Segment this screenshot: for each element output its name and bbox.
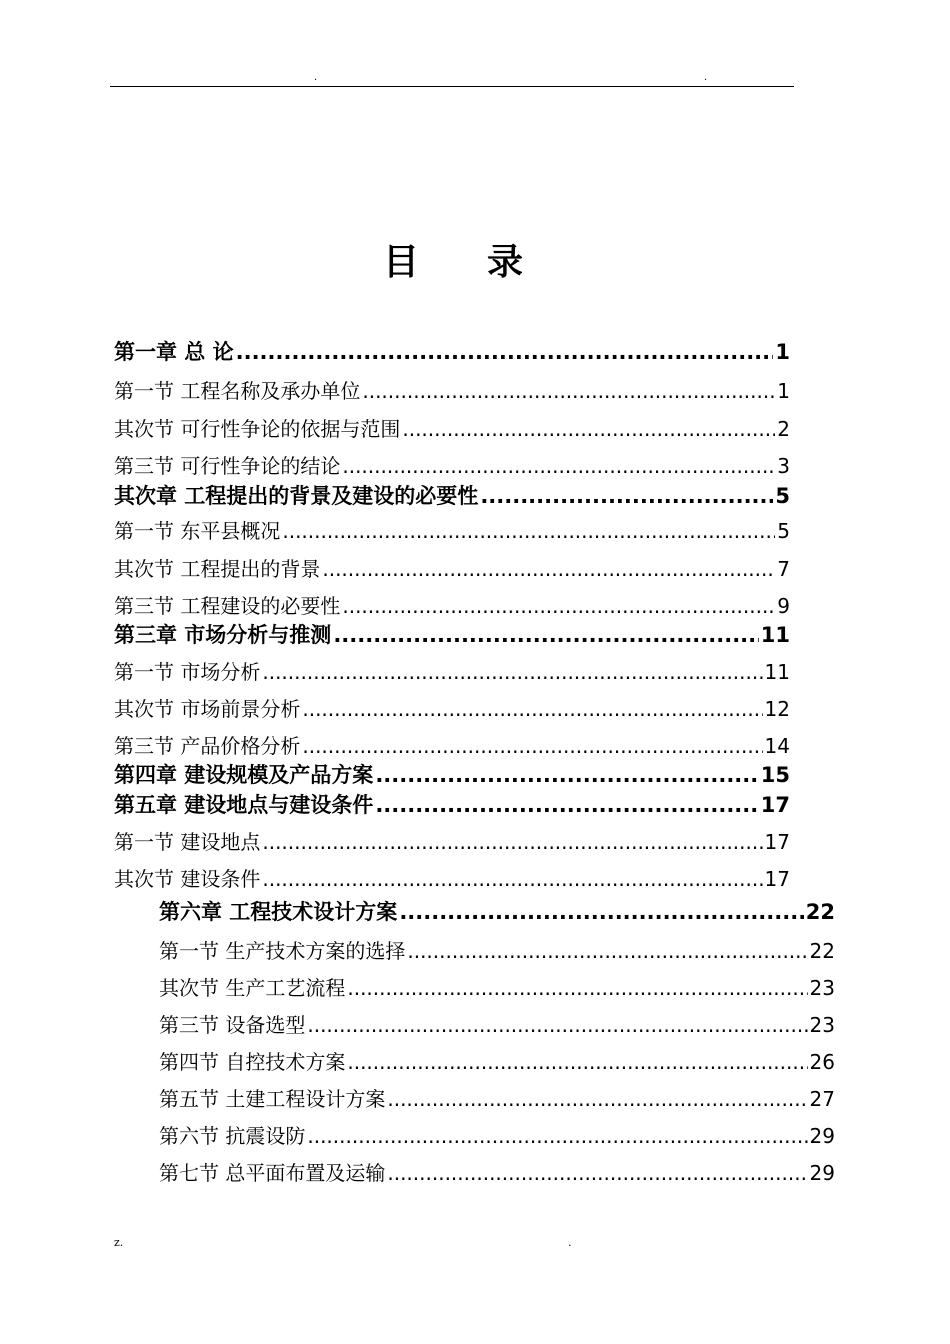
toc-entry-page-number: 27 — [809, 1087, 835, 1111]
toc-chapter-entry[interactable] — [114, 761, 790, 789]
toc-section-entry[interactable] — [114, 864, 790, 894]
toc-entry-page-number: 1 — [777, 379, 790, 403]
footer-left: z. — [114, 1236, 124, 1249]
dot-leader — [322, 554, 775, 584]
toc-entry-label: 第七节 总平面布置及运输 — [159, 1161, 386, 1185]
header-dot-left: . — [314, 72, 318, 83]
toc-section-entry[interactable] — [114, 451, 790, 481]
toc-entry-page-number: 12 — [764, 697, 790, 721]
dot-leader — [402, 414, 775, 444]
toc-entry-label: 第三节 工程建设的必要性 — [114, 594, 341, 618]
toc-entry-page-number: 2 — [777, 417, 790, 441]
dot-leader — [302, 731, 762, 761]
dot-leader — [399, 898, 803, 926]
toc-entry-label: 其次节 生产工艺流程 — [159, 976, 346, 1000]
toc-entry-label: 第一节 市场分析 — [114, 660, 261, 684]
dot-leader — [302, 694, 762, 724]
toc-entry-label: 第六节 抗震设防 — [159, 1124, 306, 1148]
toc-entry-page-number: 3 — [777, 454, 790, 478]
dot-leader — [307, 1121, 807, 1151]
toc-entry-page-number: 11 — [760, 623, 790, 647]
dot-leader — [262, 864, 762, 894]
toc-section-entry[interactable] — [159, 1084, 835, 1114]
toc-entry-page-number: 9 — [777, 594, 790, 618]
dot-leader — [307, 1010, 807, 1040]
toc-entry-label: 第一节 工程名称及承办单位 — [114, 379, 361, 403]
toc-entry-page-number: 15 — [760, 763, 790, 787]
toc-section-entry[interactable] — [159, 1010, 835, 1040]
toc-section-entry[interactable] — [159, 1121, 835, 1151]
toc-entry-page-number: 5 — [775, 484, 790, 508]
header-dot-right: . — [704, 72, 708, 83]
toc-entry-page-number: 1 — [775, 340, 790, 364]
dot-leader — [262, 657, 762, 687]
dot-leader — [387, 1158, 807, 1188]
toc-entry-label: 第一节 建设地点 — [114, 830, 261, 854]
toc-entry-page-number: 29 — [809, 1161, 835, 1185]
toc-entry-label: 第三节 产品价格分析 — [114, 734, 301, 758]
toc-section-entry[interactable] — [114, 414, 790, 444]
toc-entry-page-number: 14 — [764, 734, 790, 758]
toc-section-entry[interactable] — [114, 694, 790, 724]
dot-leader — [342, 451, 775, 481]
toc-section-entry[interactable] — [159, 973, 835, 1003]
toc-chapter-entry[interactable] — [159, 898, 835, 926]
toc-entry-label: 第一节 生产技术方案的选择 — [159, 939, 406, 963]
toc-section-entry[interactable] — [114, 827, 790, 857]
toc-entry-label: 第六章 工程技术设计方案 — [159, 900, 398, 924]
toc-entry-label: 第一章 总 论 — [114, 340, 234, 364]
toc-entry-label: 其次章 工程提出的背景及建设的必要性 — [114, 484, 479, 508]
toc-entry-page-number: 5 — [777, 519, 790, 543]
dot-leader — [375, 761, 758, 789]
toc-entry-label: 其次节 工程提出的背景 — [114, 557, 321, 581]
toc-entry-page-number: 22 — [805, 900, 835, 924]
dot-leader — [407, 936, 807, 966]
toc-section-entry[interactable] — [159, 936, 835, 966]
toc-entry-page-number: 7 — [777, 557, 790, 581]
toc-entry-label: 第一节 东平县概况 — [114, 519, 281, 543]
toc-chapter-entry[interactable] — [114, 791, 790, 819]
toc-entry-page-number: 11 — [764, 660, 790, 684]
dot-leader — [347, 1047, 807, 1077]
toc-entry-page-number: 17 — [764, 867, 790, 891]
dot-leader — [333, 621, 758, 649]
toc-section-entry[interactable] — [114, 657, 790, 687]
toc-entry-page-number: 23 — [809, 976, 835, 1000]
toc-chapter-entry[interactable] — [114, 621, 790, 649]
toc-entry-label: 第五节 土建工程设计方案 — [159, 1087, 386, 1111]
dot-leader — [282, 516, 775, 546]
dot-leader — [347, 973, 807, 1003]
toc-entry-label: 第四章 建设规模及产品方案 — [114, 763, 374, 787]
toc-entry-label: 第四节 自控技术方案 — [159, 1050, 346, 1074]
toc-entry-page-number: 17 — [760, 793, 790, 817]
toc-entry-label: 第三节 设备选型 — [159, 1013, 306, 1037]
toc-entry-page-number: 26 — [809, 1050, 835, 1074]
toc-entry-page-number: 23 — [809, 1013, 835, 1037]
toc-entry-label: 其次节 可行性争论的依据与范围 — [114, 417, 401, 441]
toc-chapter-entry[interactable] — [114, 482, 790, 510]
dot-leader — [362, 376, 775, 406]
toc-section-entry[interactable] — [159, 1158, 835, 1188]
toc-entry-page-number: 29 — [809, 1124, 835, 1148]
toc-entry-page-number: 17 — [764, 830, 790, 854]
toc-section-entry[interactable] — [114, 376, 790, 406]
toc-entry-page-number: 22 — [809, 939, 835, 963]
toc-entry-label: 第三节 可行性争论的结论 — [114, 454, 341, 478]
toc-entry-label: 第三章 市场分析与推测 — [114, 623, 332, 647]
toc-section-entry[interactable] — [114, 554, 790, 584]
dot-leader — [342, 591, 775, 621]
dot-leader — [236, 338, 774, 366]
dot-leader — [387, 1084, 807, 1114]
page-title: 目录 — [382, 242, 591, 283]
dot-leader — [375, 791, 758, 819]
toc-entry-label: 第五章 建设地点与建设条件 — [114, 793, 374, 817]
header-rule — [110, 86, 794, 87]
toc-entry-label: 其次节 市场前景分析 — [114, 697, 301, 721]
toc-section-entry[interactable] — [114, 591, 790, 621]
toc-section-entry[interactable] — [114, 731, 790, 761]
toc-chapter-entry[interactable] — [114, 338, 790, 366]
dot-leader — [262, 827, 762, 857]
toc-section-entry[interactable] — [159, 1047, 835, 1077]
toc-entry-label: 其次节 建设条件 — [114, 867, 261, 891]
toc-section-entry[interactable] — [114, 516, 790, 546]
dot-leader — [480, 482, 773, 510]
footer-right: . — [568, 1236, 572, 1249]
